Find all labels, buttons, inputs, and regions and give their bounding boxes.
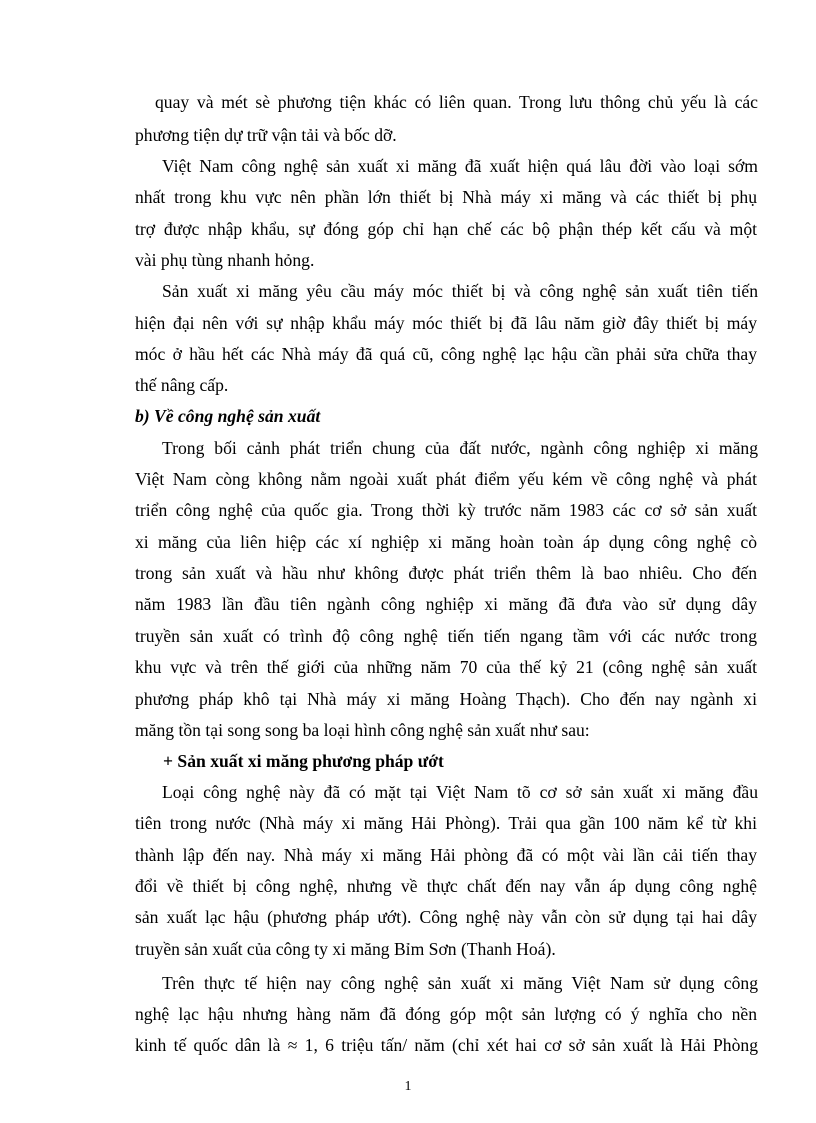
text-line: trong sản xuất và hầu như không được phát triển thêm là bao nhiêu. Cho đến xyxy=(135,563,757,583)
page-number: 1 xyxy=(404,1079,412,1094)
text-line: Trên thực tế hiện nay công nghệ sản xuất xi măng Việt Nam sử dụng công xyxy=(162,973,758,993)
text-line: hiện đại nên với sự nhập khẩu máy móc thiết bị đã lâu năm giờ đây thiết bị máy xyxy=(135,313,757,333)
text-line: xi măng của liên hiệp các xí nghiệp xi măng hoàn toàn áp dụng công nghệ cò xyxy=(135,532,757,552)
text-line: thành lập đến nay. Nhà máy xi măng Hải phòng đã có một vài lần cải tiến thay xyxy=(135,845,757,865)
text-line: khu vực và trên thế giới của những năm 70 của thế kỷ 21 (công nghệ sản xuất xyxy=(135,657,757,677)
text-line: măng tồn tại song song ba loại hình công nghệ sản xuất như sau: xyxy=(135,720,590,740)
text-line: đổi về thiết bị công nghệ, nhưng về thực chất đến nay vẫn áp dụng công nghệ xyxy=(135,876,757,896)
text-line: truyền sản xuất có trình độ công nghệ tiến tiến ngang tầm với các nước trong xyxy=(135,626,757,646)
text-line: Trong bối cảnh phát triển chung của đất nước, ngành công nghiệp xi măng xyxy=(162,438,758,458)
text-line: Việt Nam còng không nằm ngoài xuất phát điểm yếu kém về công nghệ và phát xyxy=(135,469,757,489)
text-line: Loại công nghệ này đã có mặt tại Việt Nam tõ cơ sở sản xuất xi măng đầu xyxy=(162,782,758,802)
text-line: vài phụ tùng nhanh hỏng. xyxy=(135,250,315,270)
text-line: Việt Nam công nghệ sản xuất xi măng đã xuất hiện quá lâu đời vào loại sớm xyxy=(162,156,758,176)
text-line: triển công nghệ của quốc gia. Trong thời kỳ trước năm 1983 các cơ sở sản xuất xyxy=(135,500,757,520)
section-heading: b) Về công nghệ sản xuất xyxy=(135,406,321,426)
subsection-heading: + Sản xuất xi măng phương pháp ướt xyxy=(163,751,444,771)
text-line: quay và mét sè phương tiện khác có liên quan. Trong lưu thông chủ yếu là các xyxy=(155,92,758,112)
text-line: trợ được nhập khẩu, sự đóng góp chỉ hạn chế các bộ phận thép kết cấu và một xyxy=(135,219,757,239)
text-line: sản xuất lạc hậu (phương pháp ướt). Công nghệ này vẫn còn sử dụng tại hai dây xyxy=(135,907,757,927)
text-line: phương tiện dự trữ vận tải và bốc dỡ. xyxy=(135,125,397,145)
text-line: thế nâng cấp. xyxy=(135,375,229,395)
text-line: phương pháp khô tại Nhà máy xi măng Hoàng Thạch). Cho đến nay ngành xi xyxy=(135,689,757,709)
text-line: nghệ lạc hậu nhưng hàng năm đã đóng góp một sản lượng có ý nghĩa cho nền xyxy=(135,1004,757,1024)
text-line: tiên trong nước (Nhà máy xi măng Hải Phòng). Trải qua gần 100 năm kể từ khi xyxy=(135,813,757,833)
text-line: nhất trong khu vực nên phần lớn thiết bị Nhà máy xi măng và các thiết bị phụ xyxy=(135,187,757,207)
text-line: năm 1983 lần đầu tiên ngành công nghiệp xi măng đã đưa vào sử dụng dây xyxy=(135,594,757,614)
text-line: truyền sản xuất của công ty xi măng Bỉm Sơn (Thanh Hoá). xyxy=(135,939,556,959)
text-line: móc ở hầu hết các Nhà máy đã quá cũ, công nghệ lạc hậu cần phải sửa chữa thay xyxy=(135,344,757,364)
text-line: Sản xuất xi măng yêu cầu máy móc thiết bị và công nghệ sản xuất tiên tiến xyxy=(162,281,758,301)
text-line: kinh tế quốc dân là ≈ 1, 6 triệu tấn/ năm (chỉ xét hai cơ sở sản xuất là Hải Phòng xyxy=(135,1035,758,1055)
